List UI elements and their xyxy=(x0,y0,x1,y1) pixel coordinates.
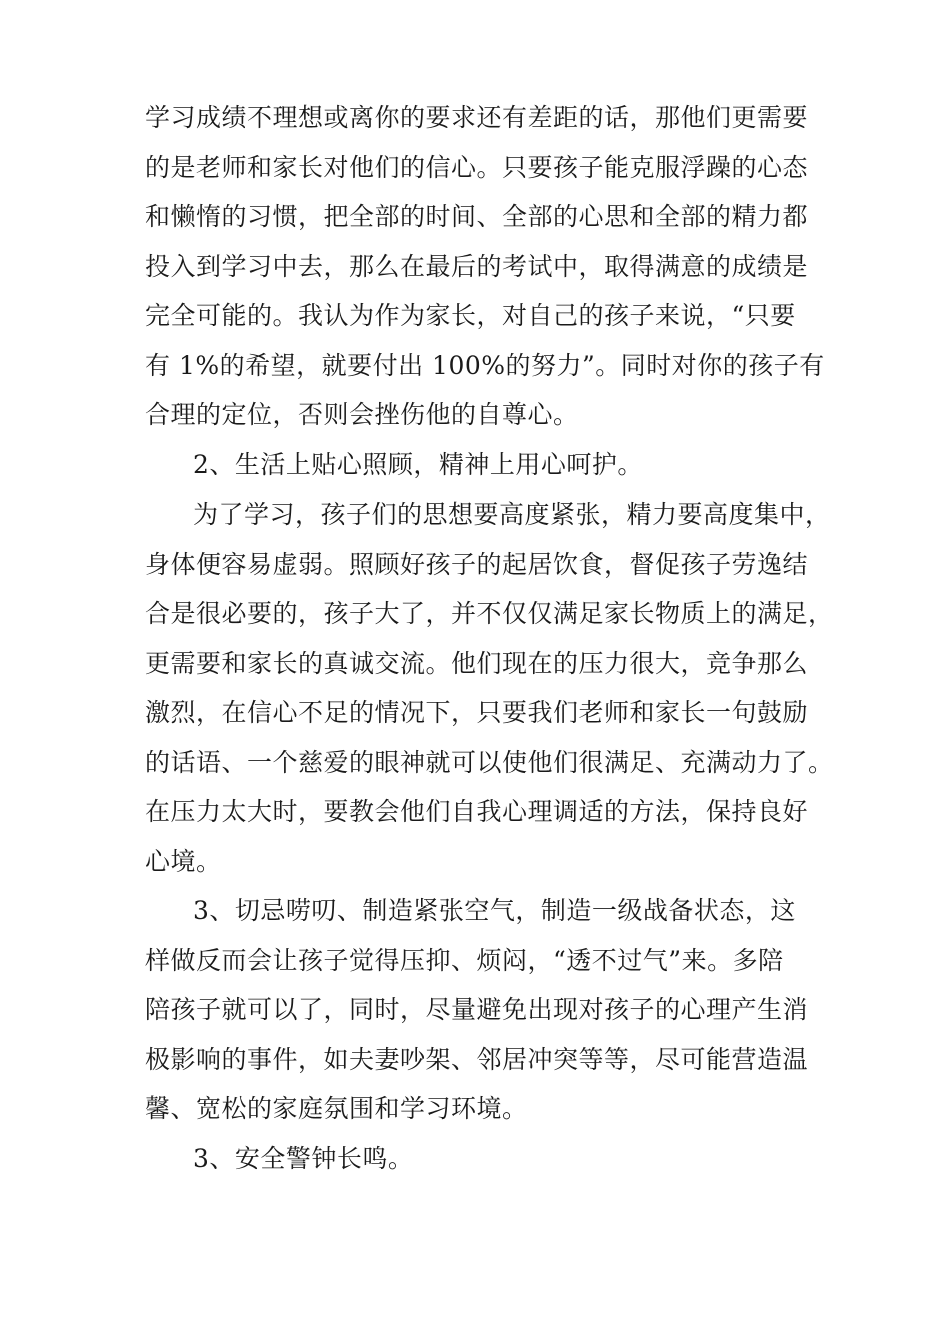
text-line: 馨、宽松的家庭氛围和学习环境。 xyxy=(145,1094,528,1123)
text-line: 样做反而会让孩子觉得压抑、烦闷，“透不过气”来。多陪 xyxy=(145,946,784,975)
section-heading: 3、安全警钟长鸣。 xyxy=(193,1144,414,1173)
text-line: 的是老师和家长对他们的信心。只要孩子能克服浮躁的心态 xyxy=(145,153,809,182)
text-line: 和懒惰的习惯，把全部的时间、全部的心思和全部的精力都 xyxy=(145,202,809,231)
text-line: 完全可能的。我认为作为家长，对自己的孩子来说，“只要 xyxy=(145,301,796,330)
text-line: 为了学习，孩子们的思想要高度紧张，精力要高度集中， xyxy=(193,500,831,529)
text-line: 合理的定位，否则会挫伤他的自尊心。 xyxy=(145,400,579,429)
text-line: 学习成绩不理想或离你的要求还有差距的话，那他们更需要 xyxy=(145,103,809,132)
text-line: 的话语、一个慈爱的眼神就可以使他们很满足、充满动力了。 xyxy=(145,748,834,777)
text-line: 合是很必要的，孩子大了，并不仅仅满足家长物质上的满足， xyxy=(145,599,834,628)
section-heading: 2、生活上贴心照顾，精神上用心呵护。 xyxy=(193,450,643,479)
text-line: 陪孩子就可以了，同时，尽量避免出现对孩子的心理产生消 xyxy=(145,995,809,1024)
text-line: 投入到学习中去，那么在最后的考试中，取得满意的成绩是 xyxy=(145,252,809,281)
text-line: 在压力太大时，要教会他们自我心理调适的方法，保持良好 xyxy=(145,797,809,826)
text-line: 心境。 xyxy=(145,847,222,876)
text-line: 身体便容易虚弱。照顾好孩子的起居饮食，督促孩子劳逸结 xyxy=(145,550,809,579)
text-line: 极影响的事件，如夫妻吵架、邻居冲突等等，尽可能营造温 xyxy=(145,1045,809,1074)
text-line: 激烈，在信心不足的情况下，只要我们老师和家长一句鼓励 xyxy=(145,698,809,727)
text-line: 3、切忌唠叨、制造紧张空气，制造一级战备状态，这 xyxy=(193,896,796,925)
text-line: 更需要和家长的真诚交流。他们现在的压力很大，竞争那么 xyxy=(145,649,809,678)
text-line: 有 1%的希望，就要付出 100%的努力”。同时对你的孩子有 xyxy=(145,351,825,380)
